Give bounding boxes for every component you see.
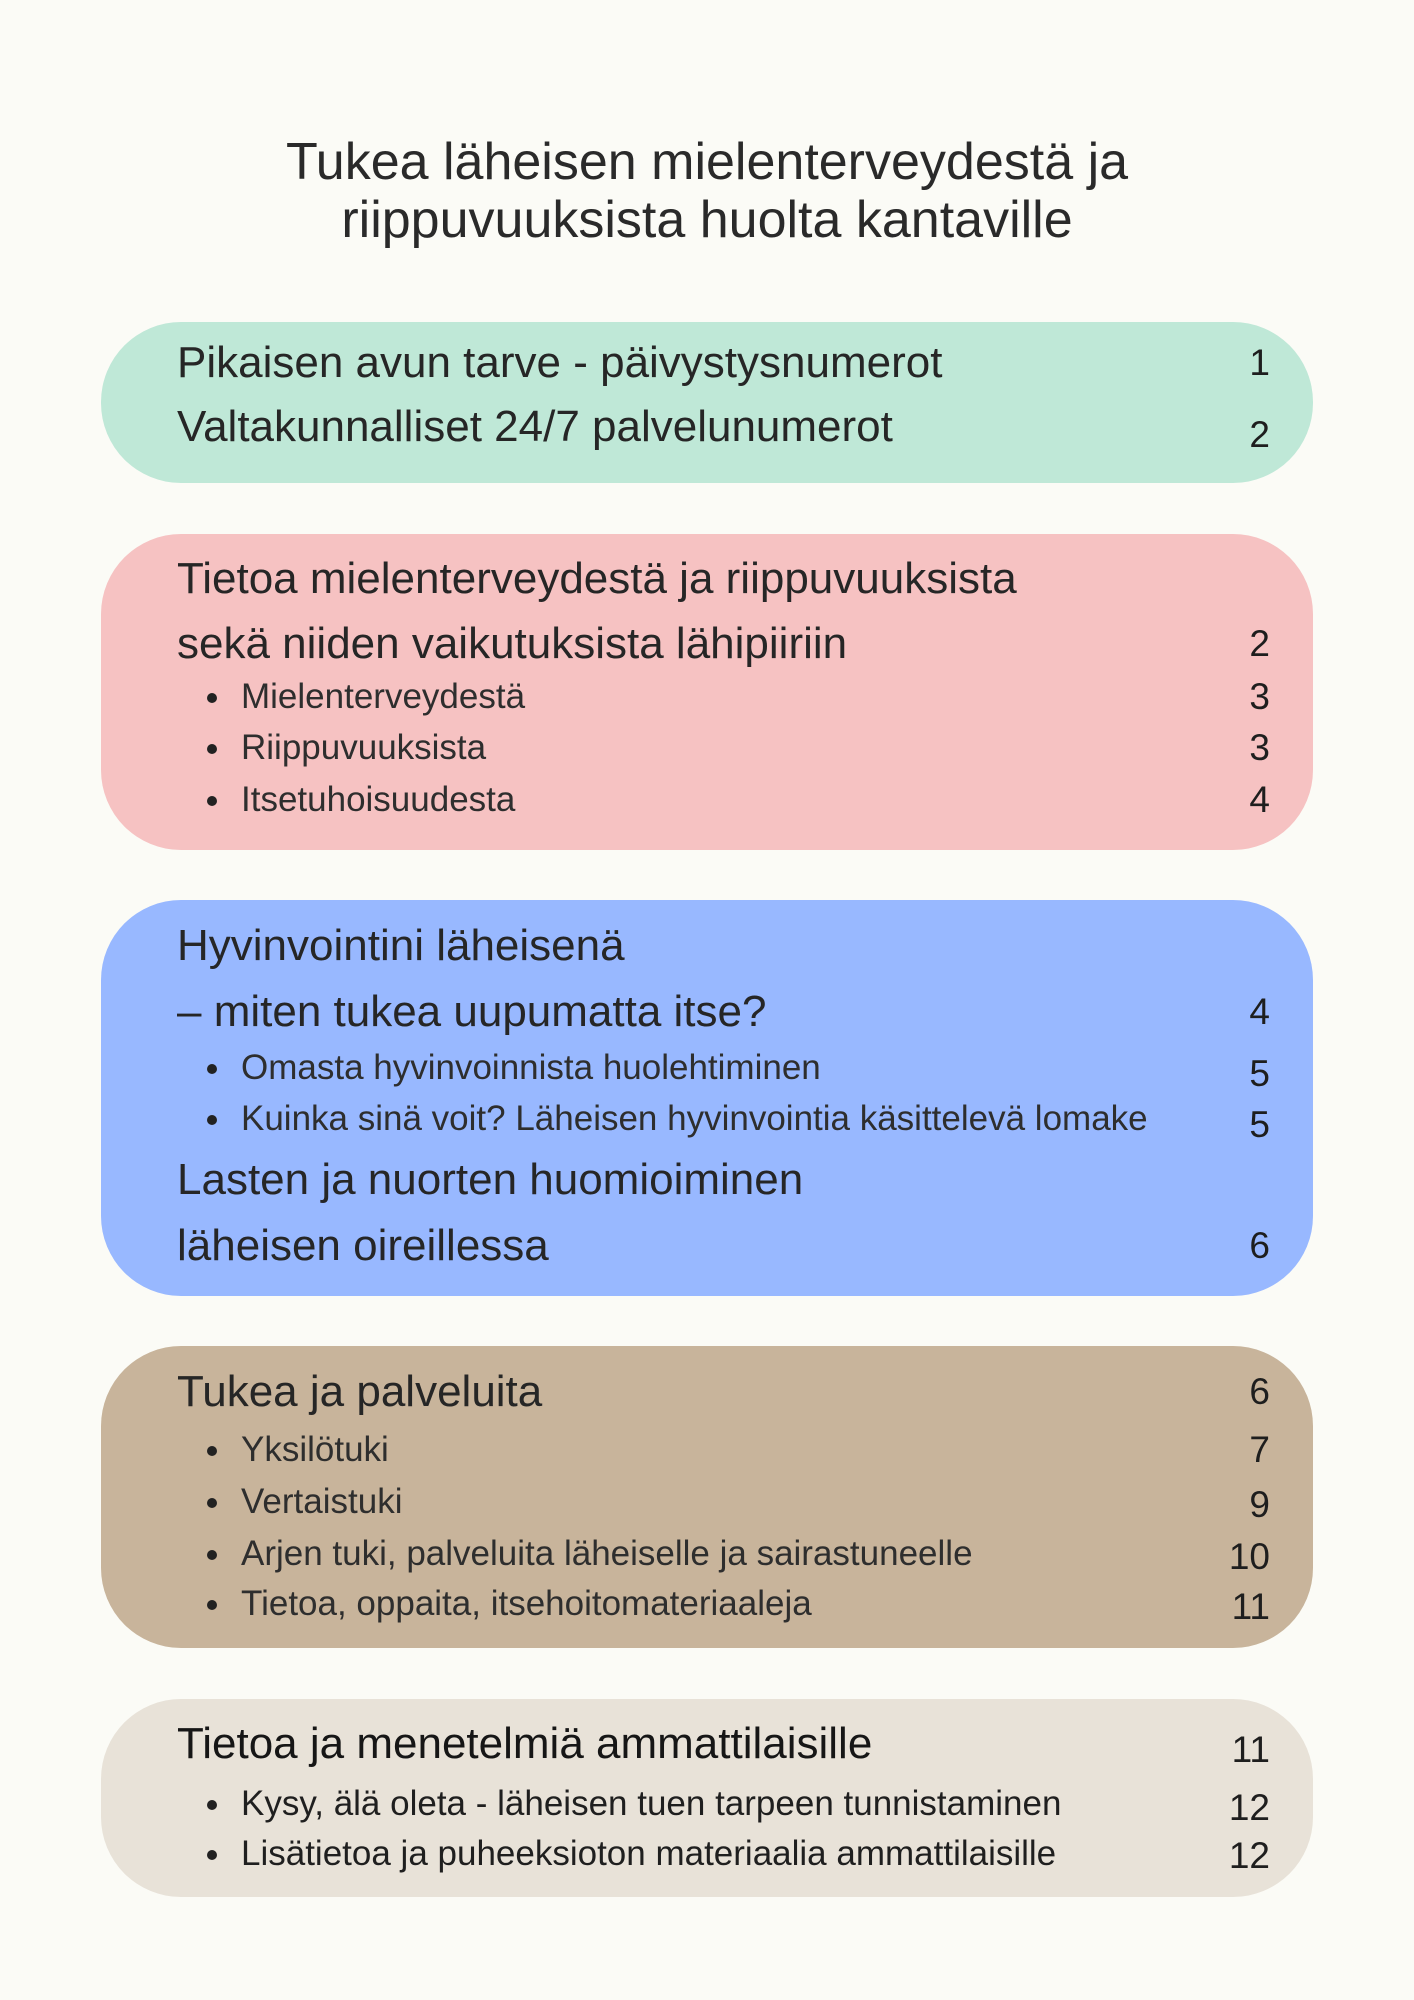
page-title-line-2: riippuvuuksista huolta kantaville bbox=[341, 191, 1073, 249]
toc-page-number: 11 bbox=[1231, 1729, 1270, 1770]
toc-entry-label: Tukea ja palveluita bbox=[177, 1367, 543, 1416]
toc-subentry-label: Arjen tuki, palveluita läheiselle ja sairastuneelle bbox=[241, 1524, 973, 1584]
toc-entry-label: Pikaisen avun tarve - päivystysnumerot bbox=[177, 338, 943, 387]
toc-subentry-label: Itsetuhoisuudesta bbox=[241, 770, 515, 830]
toc-subentry[interactable] bbox=[101, 1420, 1313, 1480]
toc-entry-emergency-numbers[interactable] bbox=[101, 333, 1313, 393]
toc-page-number: 3 bbox=[1249, 727, 1270, 768]
emergency-numbers-card bbox=[101, 322, 1313, 483]
professionals-card bbox=[101, 1699, 1313, 1897]
toc-subentry[interactable] bbox=[101, 1824, 1313, 1884]
toc-subentry-label: Omasta hyvinvoinnista huolehtiminen bbox=[241, 1038, 821, 1098]
toc-entry-children[interactable] bbox=[101, 1216, 1313, 1276]
toc-entry-national-numbers[interactable] bbox=[101, 397, 1313, 457]
toc-subentry-label: Riippuvuuksista bbox=[241, 718, 486, 778]
toc-subentry-label: Kysy, älä oleta - läheisen tuen tarpeen tunnistaminen bbox=[241, 1774, 1061, 1834]
toc-entry-wellbeing[interactable] bbox=[101, 982, 1313, 1042]
toc-page-number: 10 bbox=[1228, 1536, 1270, 1577]
toc-page-number: 12 bbox=[1228, 1787, 1270, 1828]
toc-subentry[interactable] bbox=[101, 770, 1313, 830]
toc-entry-label: Valtakunnalliset 24/7 palvelunumerot bbox=[177, 402, 893, 451]
toc-page-number: 9 bbox=[1249, 1484, 1270, 1525]
toc-page-number: 6 bbox=[1249, 1371, 1270, 1412]
toc-heading-line bbox=[101, 916, 1313, 976]
toc-entry-label: Tietoa ja menetelmiä ammattilaisille bbox=[177, 1719, 873, 1768]
toc-page-number: 5 bbox=[1249, 1104, 1270, 1145]
toc-subentry-label: Vertaistuki bbox=[241, 1472, 402, 1532]
toc-entry-label: sekä niiden vaikutuksista lähipiiriin bbox=[177, 619, 848, 668]
toc-heading-line bbox=[101, 1150, 1313, 1210]
toc-page-number: 12 bbox=[1228, 1835, 1270, 1876]
toc-subentry[interactable] bbox=[101, 718, 1313, 778]
wellbeing-card bbox=[101, 900, 1313, 1296]
toc-entry-label: – miten tukea uupumatta itse? bbox=[177, 987, 767, 1036]
toc-page-number: 6 bbox=[1249, 1225, 1270, 1266]
toc-heading-label: Tietoa mielenterveydestä ja riippuvuuksista bbox=[177, 554, 1017, 603]
toc-subentry-label: Lisätietoa ja puheeksioton materiaalia ammattilaisille bbox=[241, 1824, 1056, 1884]
toc-page-number: 4 bbox=[1249, 991, 1270, 1032]
toc-page-number: 7 bbox=[1249, 1429, 1270, 1470]
page-title bbox=[0, 133, 1414, 249]
toc-entry-mental-health-info[interactable] bbox=[101, 614, 1313, 674]
toc-entry-support-services[interactable] bbox=[101, 1362, 1313, 1422]
toc-heading-label: Lasten ja nuorten huomioiminen bbox=[177, 1155, 804, 1204]
toc-page-number: 4 bbox=[1249, 779, 1270, 820]
toc-entry-label: läheisen oireillessa bbox=[177, 1221, 549, 1270]
toc-page-number: 5 bbox=[1249, 1053, 1270, 1094]
toc-heading-label: Hyvinvointini läheisenä bbox=[177, 921, 625, 970]
support-services-card bbox=[101, 1346, 1313, 1648]
toc-page-number: 2 bbox=[1249, 623, 1270, 664]
toc-subentry-label: Tietoa, oppaita, itsehoitomateriaaleja bbox=[241, 1574, 812, 1634]
toc-subentry-label: Mielenterveydestä bbox=[241, 667, 525, 727]
toc-entry-professionals[interactable] bbox=[101, 1714, 1313, 1774]
toc-page-number: 2 bbox=[1249, 414, 1270, 455]
toc-subentry[interactable] bbox=[101, 1089, 1313, 1149]
mental-health-info-card bbox=[101, 534, 1313, 850]
toc-page-number: 11 bbox=[1231, 1586, 1270, 1627]
toc-subentry[interactable] bbox=[101, 1472, 1313, 1532]
toc-heading-line bbox=[101, 549, 1313, 609]
toc-subentry-label: Kuinka sinä voit? Läheisen hyvinvointia käsittelevä lomake bbox=[241, 1089, 1148, 1149]
toc-subentry-label: Yksilötuki bbox=[241, 1420, 389, 1480]
toc-page-number: 3 bbox=[1249, 676, 1270, 717]
toc-page-number: 1 bbox=[1249, 342, 1270, 383]
page-title-line-1: Tukea läheisen mielenterveydestä ja bbox=[285, 133, 1129, 191]
toc-subentry[interactable] bbox=[101, 1574, 1313, 1634]
